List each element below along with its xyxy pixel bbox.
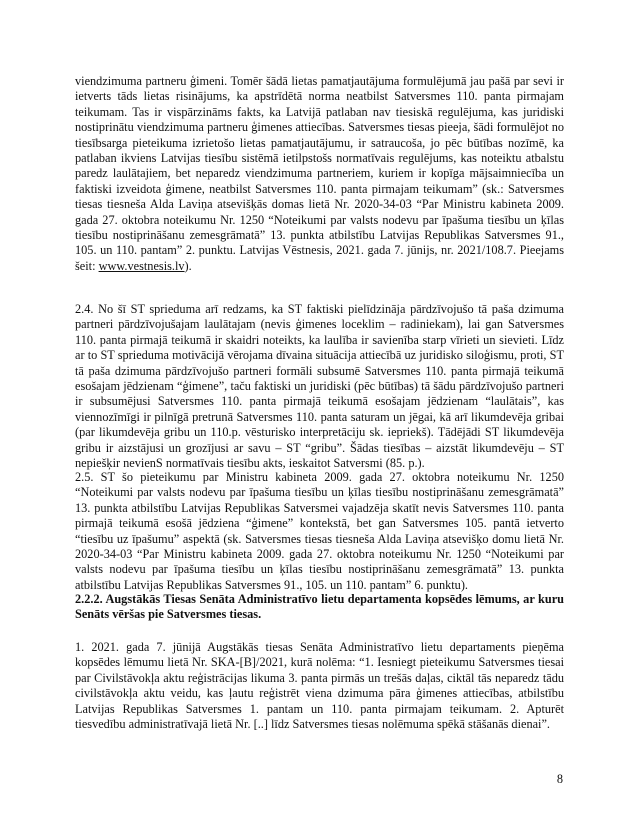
paragraph-3: 2.5. ST šo pieteikumu par Ministru kabineta 2009. gada 27. oktobra noteikumu Nr. 1250 “Noteikumi par valsts nodevu par īpašuma tiesību un ķīlas tiesību nostiprināšanu zemesgrāmatā” 13. punkta atbilstību Latvijas Republikas Satversmei vajadzēja skatīt nevis Satversmes 110. panta pirmajā teikumā esošā jēdziena “ģimene” kontekstā, bet gan Satversmes 105. pantā ietverto “tiesību uz īpašumu” aspektā (sk. Satversmes tiesas tiesneša Alda Laviņa atsevišķo domu lietā Nr. 2020-34-03 “Par Ministru kabineta 2009. gada 27. oktobra noteikumu Nr. 1250 “Noteikumi par valsts nodevu par īpašuma tiesību un ķīlas tiesību nostiprināšanu zemesgrāmatā” 13. punkta atbilstību Latvijas Republikas Satversmes 91., 105. un 110. pantam” 6. punktu). <box>75 470 564 592</box>
paragraph-2-5 <box>75 470 564 593</box>
page-number: 8 <box>556 772 563 786</box>
paragraph-2-4 <box>75 302 564 471</box>
paragraph-1 <box>75 74 564 274</box>
paragraph-2: 2.4. No šī ST sprieduma arī redzams, ka ST faktiski pielīdzināja pārdzīvojušo tā paša dzimuma partneri pārdzīvojušajam laulātajam (nevis ģimenes loceklim – radiniekam), lai gan Satversmes 110. panta pirmajā teikumā ir skaidri noteikts, ka laulība ir savienība starp vīrieti un sievieti. Līdz ar to ST sprieduma motivācijā vērojama dīvaina situācija attiecībā uz juridisko siloģismu, proti, ST tā paša dzimuma pārdzīvojušo partneri formāli subsumē Satversmes 110. panta pirmajā teikumā esošajam jēdzienam “ģimene”, taču faktiski un juridiski (pēc būtības) tā šādu pārdzīvojušo partneri ir subsumējusi Satversmes 110. panta pirmajā teikumā esošajam jēdzienam “laulātais”, kas viennozīmīgi ir pilnīgā pretrunā Satversmes 110. panta saturam un jēgai, kā arī likumdevēja gribai (par likumdevēja gribu un 110.p. vēsturisko interpretāciju sk. iepriekš). Tādējādi ST likumdevēja gribu ir aizstājusi un grozījusi ar savu – ST “gribu”. Šādas tiesības – aizstāt likumdevēju – ST nepiešķir nevienS normatīvais tiesību akts, ieskaitot Satversmi (85. p.). <box>75 302 564 471</box>
paragraph-1-text: viendzimuma partneru ģimeni. Tomēr šādā lietas pamatjautājuma formulējumā jau pašā par sevi ir ietverts tāds lietas risinājums, ka apstrīdētā norma neatbilst Satversmes 110. panta pirmajam teikumam. Tas ir vispārzināms fakts, ka Latvijā patlaban nav tiesiskā regulējuma, kas juridiski nostiprinātu viendzimuma partneru ģimenes attiecības. Satversmes tiesas pieeja, šādi formulējot no tiesībsarga pieteikuma izrietošo lietas pamatjautājumu, ir satraucoša, jo pēc būtības nozīmē, ka patlaban ikviens Latvijas tiesību sistēmā ietilpstošs normatīvais regulējums, kas noteiktu atbalstu paredz laulātajiem, bet neparedz viendzimuma partneriem, kuriem ir kopīga mājsaimniecība un faktiski izveidota ģimene, neatbilst Satversmes 110. panta pirmajam teikumam” (sk.: Satversmes tiesas tiesneša Alda Laviņa atsevišķās domas lietā Nr. 2020-34-03 “Par Ministru kabineta 2009. gada 27. oktobra noteikumu Nr. 1250 “Noteikumi par valsts nodevu par īpašuma tiesību un ķīlas tiesību nostiprināšanu zemesgrāmatā” 13. punkta atbilstību Latvijas Republikas Satversmes 91., 105. un 110. pantam” 2. punktu. Latvijas Vēstnesis, 2021. gada 7. jūnijs, nr. 2021/108.7. Pieejams šeit: <box>75 74 564 273</box>
section-heading-text: 2.2.2. Augstākās Tiesas Senāta Administratīvo lietu departamenta kopsēdes lēmums, ar kuru Senāts vēršas pie Satversmes tiesas. <box>75 592 564 622</box>
paragraph-continuation <box>75 74 564 274</box>
vestnesis-link[interactable]: www.vestnesis.lv <box>98 258 185 273</box>
section-heading <box>75 592 564 623</box>
paragraph-decision <box>75 640 564 732</box>
paragraph-4: 1. 2021. gada 7. jūnijā Augstākās tiesas Senāta Administratīvo lietu departaments pieņēma kopsēdes lēmumu lietā Nr. SKA-[B]/2021, kurā nolēma: “1. Iesniegt pieteikumu Satversmes tiesai par Civilstāvokļa aktu reģistrācijas likuma 3. panta pirmās un trešās daļas, ciktāl tās neparedz tādu civilstāvokļa aktu veidu, kas ļautu reģistrēt viena dzimuma pāra ģimenes attiecības, atbilstību Latvijas Republikas Satversmes 1. pantam un 110. panta pirmajam teikumam. 2. Apturēt tiesvedību administratīvajā lietā Nr. [..] līdz Satversmes tiesas nolēmuma spēkā stāšanās dienai”. <box>75 640 564 732</box>
paragraph-1-end: ). <box>184 258 192 273</box>
